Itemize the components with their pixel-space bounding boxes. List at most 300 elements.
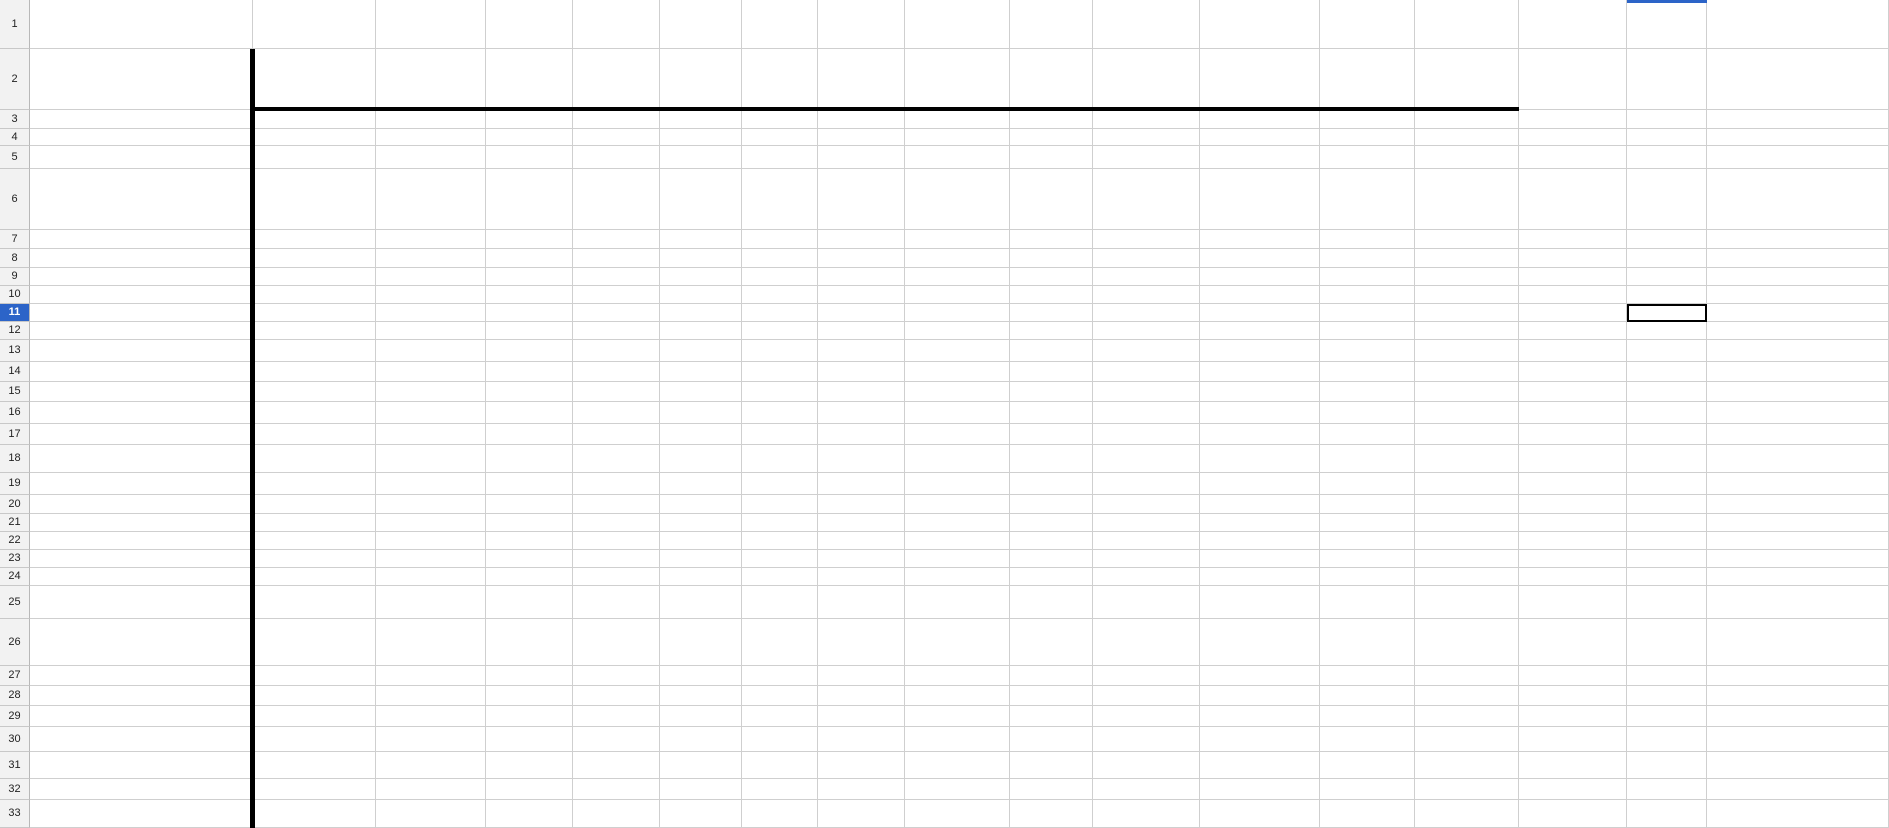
value-cell[interactable] [1519, 800, 1627, 828]
value-cell[interactable] [573, 514, 660, 532]
row-label[interactable] [30, 727, 253, 752]
value-cell[interactable] [376, 286, 486, 304]
grid-cell[interactable] [1200, 230, 1320, 249]
summary-value[interactable] [1627, 550, 1707, 568]
value-cell[interactable] [1093, 129, 1200, 146]
row-header[interactable]: 26 [0, 619, 30, 666]
summary-value[interactable] [1627, 268, 1707, 286]
value-cell[interactable] [1093, 550, 1200, 568]
value-cell[interactable] [486, 532, 573, 550]
value-cell[interactable] [660, 495, 742, 514]
value-cell[interactable] [660, 402, 742, 424]
row-header[interactable]: 13 [0, 340, 30, 362]
grid-cell[interactable] [1010, 666, 1093, 686]
grid-cell[interactable] [30, 568, 253, 586]
value-cell[interactable] [905, 146, 1010, 169]
grid-cell[interactable] [742, 686, 818, 706]
value-cell[interactable] [742, 800, 818, 828]
grid-cell[interactable] [1320, 779, 1415, 800]
grid-cell[interactable] [486, 424, 573, 445]
value-cell[interactable] [376, 727, 486, 752]
grid-cell[interactable] [1320, 532, 1415, 550]
value-cell[interactable] [1093, 322, 1200, 340]
value-cell[interactable] [1519, 322, 1627, 340]
grid-cell[interactable] [1627, 727, 1707, 752]
row-label[interactable] [30, 402, 253, 424]
grid-cell[interactable] [253, 286, 376, 304]
grid-cell[interactable] [573, 249, 660, 268]
grid-cell[interactable] [486, 362, 573, 382]
value-cell[interactable] [573, 800, 660, 828]
value-cell[interactable] [660, 304, 742, 322]
grid-cell[interactable] [818, 445, 905, 473]
grid-cell[interactable] [1415, 268, 1519, 286]
value-cell[interactable] [905, 495, 1010, 514]
grid-cell[interactable] [1415, 495, 1519, 514]
grid-cell[interactable] [486, 445, 573, 473]
grid-cell[interactable] [660, 0, 742, 49]
value-cell[interactable] [376, 110, 486, 129]
grid-cell[interactable] [1519, 586, 1627, 619]
value-cell[interactable] [1200, 779, 1320, 800]
end-header[interactable] [1519, 49, 1627, 110]
grid-cell[interactable] [1519, 568, 1627, 586]
grid-cell[interactable] [1093, 249, 1200, 268]
grid-cell[interactable] [1519, 0, 1627, 49]
row-header[interactable]: 19 [0, 473, 30, 495]
summary-value[interactable] [1627, 586, 1707, 619]
grid-cell[interactable] [1200, 169, 1320, 230]
grid-cell[interactable] [660, 666, 742, 686]
month-header[interactable] [1200, 49, 1320, 110]
summary-value[interactable] [1627, 286, 1707, 304]
grid-cell[interactable] [1415, 619, 1519, 666]
grid-cell[interactable] [1519, 129, 1627, 146]
grid-cell[interactable] [1707, 362, 1889, 382]
grid-cell[interactable] [1415, 129, 1519, 146]
summary-label[interactable] [1707, 532, 1889, 550]
grid-cell[interactable] [376, 568, 486, 586]
summary-label[interactable] [1707, 169, 1889, 230]
grid-cell[interactable] [905, 586, 1010, 619]
grid-cell[interactable] [376, 382, 486, 402]
grid-cell[interactable] [1519, 779, 1627, 800]
month-header[interactable] [818, 49, 905, 110]
row-header[interactable]: 4 [0, 129, 30, 146]
value-cell[interactable] [660, 550, 742, 568]
value-cell[interactable] [905, 268, 1010, 286]
row-header[interactable]: 22 [0, 532, 30, 550]
value-cell[interactable] [905, 304, 1010, 322]
grid-cell[interactable] [30, 0, 253, 49]
grid-cell[interactable] [1415, 445, 1519, 473]
value-cell[interactable] [1093, 286, 1200, 304]
value-cell[interactable] [742, 706, 818, 727]
grid-cell[interactable] [1093, 586, 1200, 619]
grid-cell[interactable] [1707, 0, 1889, 49]
grid-cell[interactable] [818, 568, 905, 586]
value-cell[interactable] [376, 800, 486, 828]
grid-cell[interactable] [376, 666, 486, 686]
grid-cell[interactable] [1519, 532, 1627, 550]
summary-value[interactable] [1627, 532, 1707, 550]
value-cell[interactable] [1010, 727, 1093, 752]
grid-cell[interactable] [1093, 666, 1200, 686]
grid-cell[interactable] [818, 169, 905, 230]
value-cell[interactable] [742, 779, 818, 800]
grid-cell[interactable] [660, 340, 742, 362]
grid-cell[interactable] [660, 445, 742, 473]
grid-cell[interactable] [1415, 568, 1519, 586]
value-cell[interactable] [742, 322, 818, 340]
grid-cell[interactable] [1707, 752, 1889, 779]
grid-cell[interactable] [486, 169, 573, 230]
row-header[interactable]: 15 [0, 382, 30, 402]
grid-cell[interactable] [1415, 586, 1519, 619]
grid-cell[interactable] [573, 340, 660, 362]
grid-cell[interactable] [660, 169, 742, 230]
grid-cell[interactable] [1415, 169, 1519, 230]
value-cell[interactable] [1010, 146, 1093, 169]
summary-value[interactable] [1627, 568, 1707, 586]
value-cell[interactable] [486, 322, 573, 340]
grid-cell[interactable] [1093, 0, 1200, 49]
grid-cell[interactable] [818, 666, 905, 686]
grid-cell[interactable] [905, 340, 1010, 362]
row-header[interactable]: 14 [0, 362, 30, 382]
value-cell[interactable] [660, 532, 742, 550]
value-cell[interactable] [660, 146, 742, 169]
value-cell[interactable] [905, 800, 1010, 828]
grid-cell[interactable] [1519, 362, 1627, 382]
value-cell[interactable] [1093, 110, 1200, 129]
value-cell[interactable] [818, 495, 905, 514]
value-cell[interactable] [376, 146, 486, 169]
value-cell[interactable] [905, 752, 1010, 779]
grid-cell[interactable] [818, 230, 905, 249]
value-cell[interactable] [1010, 550, 1093, 568]
grid-cell[interactable] [253, 686, 376, 706]
value-cell[interactable] [573, 322, 660, 340]
grid-cell[interactable] [1010, 686, 1093, 706]
value-cell[interactable] [818, 268, 905, 286]
value-cell[interactable] [1320, 304, 1415, 322]
value-cell[interactable] [573, 286, 660, 304]
grid-cell[interactable] [1415, 382, 1519, 402]
grid-cell[interactable] [486, 230, 573, 249]
value-cell[interactable] [376, 268, 486, 286]
grid-cell[interactable] [1707, 666, 1889, 686]
grid-cell[interactable] [742, 424, 818, 445]
value-cell[interactable] [905, 727, 1010, 752]
grid-cell[interactable] [253, 752, 376, 779]
grid-cell[interactable] [1627, 382, 1707, 402]
row-label[interactable] [30, 268, 253, 286]
summary-value[interactable] [1627, 619, 1707, 666]
value-cell[interactable] [905, 779, 1010, 800]
row-header[interactable]: 33 [0, 800, 30, 828]
row-header[interactable]: 24 [0, 568, 30, 586]
value-cell[interactable] [660, 779, 742, 800]
value-cell[interactable] [818, 286, 905, 304]
grid-cell[interactable] [1093, 362, 1200, 382]
grid-cell[interactable] [1415, 686, 1519, 706]
grid-cell[interactable] [1320, 619, 1415, 666]
row-header[interactable]: 21 [0, 514, 30, 532]
grid-cell[interactable] [1707, 249, 1889, 268]
row-header[interactable]: 25 [0, 586, 30, 619]
value-cell[interactable] [486, 286, 573, 304]
grid-cell[interactable] [573, 424, 660, 445]
summary-value[interactable] [1627, 445, 1707, 473]
value-cell[interactable] [486, 550, 573, 568]
grid-cell[interactable] [1415, 286, 1519, 304]
summary-value[interactable] [1627, 304, 1707, 322]
value-cell[interactable] [573, 146, 660, 169]
grid-cell[interactable] [742, 169, 818, 230]
grid-cell[interactable] [1519, 304, 1627, 322]
grid-cell[interactable] [1415, 0, 1519, 49]
grid-cell[interactable] [573, 382, 660, 402]
value-cell[interactable] [742, 268, 818, 286]
grid-cell[interactable] [1415, 230, 1519, 249]
grid-cell[interactable] [1519, 286, 1627, 304]
value-cell[interactable] [905, 322, 1010, 340]
grid-cell[interactable] [253, 550, 376, 568]
value-cell[interactable] [1093, 268, 1200, 286]
grid-cell[interactable] [1320, 286, 1415, 304]
grid-cell[interactable] [30, 230, 253, 249]
value-cell[interactable] [1415, 322, 1519, 340]
value-cell[interactable] [660, 706, 742, 727]
grid-cell[interactable] [1010, 230, 1093, 249]
month-header[interactable] [1093, 49, 1200, 110]
summary-label[interactable] [1707, 322, 1889, 340]
grid-cell[interactable] [253, 779, 376, 800]
grid-cell[interactable] [1415, 666, 1519, 686]
value-cell[interactable] [742, 286, 818, 304]
grid-cell[interactable] [30, 445, 253, 473]
grid-cell[interactable] [660, 568, 742, 586]
section-income[interactable] [818, 249, 1010, 268]
grid-cell[interactable] [1010, 445, 1093, 473]
grid-cell[interactable] [1519, 169, 1627, 230]
month-header[interactable] [660, 49, 742, 110]
grid-cell[interactable] [573, 169, 660, 230]
value-cell[interactable] [1093, 532, 1200, 550]
grid-cell[interactable] [1320, 727, 1415, 752]
grid-cell[interactable] [1707, 382, 1889, 402]
grid-cell[interactable] [1320, 514, 1415, 532]
grid-cell[interactable] [1093, 473, 1200, 495]
value-cell[interactable] [376, 532, 486, 550]
value-cell[interactable] [1093, 495, 1200, 514]
grid-cell[interactable] [1320, 268, 1415, 286]
grid-cell[interactable] [253, 666, 376, 686]
value-cell[interactable] [573, 706, 660, 727]
value-cell[interactable] [818, 322, 905, 340]
grid-cell[interactable] [253, 322, 376, 340]
value-cell[interactable] [1010, 779, 1093, 800]
grid-cell[interactable] [1320, 249, 1415, 268]
value-cell[interactable] [1010, 495, 1093, 514]
grid-cell[interactable] [253, 169, 376, 230]
value-cell[interactable] [660, 110, 742, 129]
grid-cell[interactable] [376, 230, 486, 249]
grid-cell[interactable] [253, 382, 376, 402]
grid-cell[interactable] [30, 362, 253, 382]
grid-cell[interactable] [30, 586, 253, 619]
grid-cell[interactable] [1010, 340, 1093, 362]
grid-cell[interactable] [30, 473, 253, 495]
value-cell[interactable] [486, 268, 573, 286]
grid-cell[interactable] [1320, 146, 1415, 169]
grid-cell[interactable] [1010, 169, 1093, 230]
value-cell[interactable] [486, 706, 573, 727]
grid-cell[interactable] [1519, 146, 1627, 169]
summary-label[interactable] [1707, 550, 1889, 568]
value-cell[interactable] [573, 779, 660, 800]
grid-cell[interactable] [1415, 752, 1519, 779]
grid-cell[interactable] [905, 666, 1010, 686]
grid-cell[interactable] [905, 362, 1010, 382]
header-first-day[interactable] [253, 49, 376, 110]
grid-cell[interactable] [486, 382, 573, 402]
row-header[interactable]: 5 [0, 146, 30, 169]
grid-cell[interactable] [486, 568, 573, 586]
grid-cell[interactable] [905, 445, 1010, 473]
grid-cell[interactable] [486, 686, 573, 706]
grid-cell[interactable] [660, 230, 742, 249]
row-label[interactable] [30, 495, 253, 514]
grid-cell[interactable] [1200, 249, 1320, 268]
section-depot[interactable] [742, 382, 1093, 402]
grid-cell[interactable] [1200, 445, 1320, 473]
grid-cell[interactable] [30, 686, 253, 706]
grid-cell[interactable] [253, 340, 376, 362]
grid-cell[interactable] [253, 110, 376, 129]
value-cell[interactable] [573, 304, 660, 322]
summary-value[interactable] [1627, 424, 1707, 445]
value-cell[interactable] [1415, 110, 1519, 129]
grid-cell[interactable] [1627, 686, 1707, 706]
value-cell[interactable] [1093, 146, 1200, 169]
grid-cell[interactable] [486, 666, 573, 686]
grid-cell[interactable] [253, 304, 376, 322]
grid-cell[interactable] [1707, 686, 1889, 706]
grid-cell[interactable] [1519, 402, 1627, 424]
grid-cell[interactable] [486, 0, 573, 49]
grid-cell[interactable] [1200, 0, 1320, 49]
value-cell[interactable] [486, 514, 573, 532]
grid-cell[interactable] [1200, 586, 1320, 619]
grid-cell[interactable] [1415, 340, 1519, 362]
value-cell[interactable] [1010, 706, 1093, 727]
grid-cell[interactable] [573, 0, 660, 49]
value-cell[interactable] [818, 110, 905, 129]
grid-cell[interactable] [1200, 473, 1320, 495]
month-header[interactable] [1010, 49, 1093, 110]
value-cell[interactable] [573, 495, 660, 514]
grid-cell[interactable] [253, 586, 376, 619]
summary-label[interactable] [1707, 146, 1889, 169]
value-cell[interactable] [1010, 800, 1093, 828]
grid-cell[interactable] [1519, 268, 1627, 286]
header-last-day[interactable] [253, 495, 376, 514]
grid-cell[interactable] [1519, 666, 1627, 686]
value-cell[interactable] [486, 495, 573, 514]
value-cell[interactable] [1200, 800, 1320, 828]
grid-cell[interactable] [660, 586, 742, 619]
grid-cell[interactable] [573, 230, 660, 249]
grid-cell[interactable] [1415, 424, 1519, 445]
grid-cell[interactable] [1320, 382, 1415, 402]
grid-cell[interactable] [1519, 473, 1627, 495]
summary-value[interactable] [1627, 495, 1707, 514]
grid-cell[interactable] [486, 473, 573, 495]
summary-value[interactable] [1627, 402, 1707, 424]
grid-cell[interactable] [1093, 424, 1200, 445]
summary-label[interactable] [1707, 402, 1889, 424]
grid-cell[interactable] [818, 362, 905, 382]
row-header[interactable]: 2 [0, 49, 30, 110]
value-cell[interactable] [1093, 706, 1200, 727]
value-cell[interactable] [1010, 402, 1093, 424]
row-header[interactable]: 12 [0, 322, 30, 340]
grid-cell[interactable] [1627, 779, 1707, 800]
grid-cell[interactable] [253, 362, 376, 382]
header-first-day[interactable] [253, 706, 376, 727]
section-assets[interactable] [573, 619, 1200, 666]
grid-cell[interactable] [1200, 686, 1320, 706]
grid-cell[interactable] [1707, 727, 1889, 752]
value-cell[interactable] [1200, 752, 1320, 779]
row-header[interactable]: 18 [0, 445, 30, 473]
grid-cell[interactable] [1707, 129, 1889, 146]
value-cell[interactable] [1415, 706, 1519, 727]
value-cell[interactable] [1320, 706, 1415, 727]
grid-cell[interactable] [1519, 752, 1627, 779]
grid-cell[interactable] [742, 445, 818, 473]
grid-cell[interactable] [573, 686, 660, 706]
value-cell[interactable] [1093, 752, 1200, 779]
grid-cell[interactable] [1519, 424, 1627, 445]
summary-value[interactable] [1627, 169, 1707, 230]
value-cell[interactable] [376, 779, 486, 800]
value-cell[interactable] [1200, 706, 1320, 727]
grid-cell[interactable] [30, 424, 253, 445]
grid-cell[interactable] [660, 382, 742, 402]
value-cell[interactable] [376, 706, 486, 727]
value-cell[interactable] [742, 550, 818, 568]
row-header[interactable]: 11 [0, 304, 30, 322]
value-cell[interactable] [486, 110, 573, 129]
grid-cell[interactable] [1627, 800, 1707, 828]
value-cell[interactable] [905, 286, 1010, 304]
grid-cell[interactable] [30, 249, 253, 268]
grid-cell[interactable] [1415, 779, 1519, 800]
row-header[interactable]: 20 [0, 495, 30, 514]
grid-cell[interactable] [660, 424, 742, 445]
grid-cell[interactable] [1010, 586, 1093, 619]
grid-cell[interactable] [1415, 514, 1519, 532]
value-cell[interactable] [742, 514, 818, 532]
value-cell[interactable] [905, 514, 1010, 532]
summary-label[interactable] [1707, 568, 1889, 586]
summary-label[interactable] [1707, 586, 1889, 619]
grid-cell[interactable] [1415, 362, 1519, 382]
value-cell[interactable] [486, 779, 573, 800]
